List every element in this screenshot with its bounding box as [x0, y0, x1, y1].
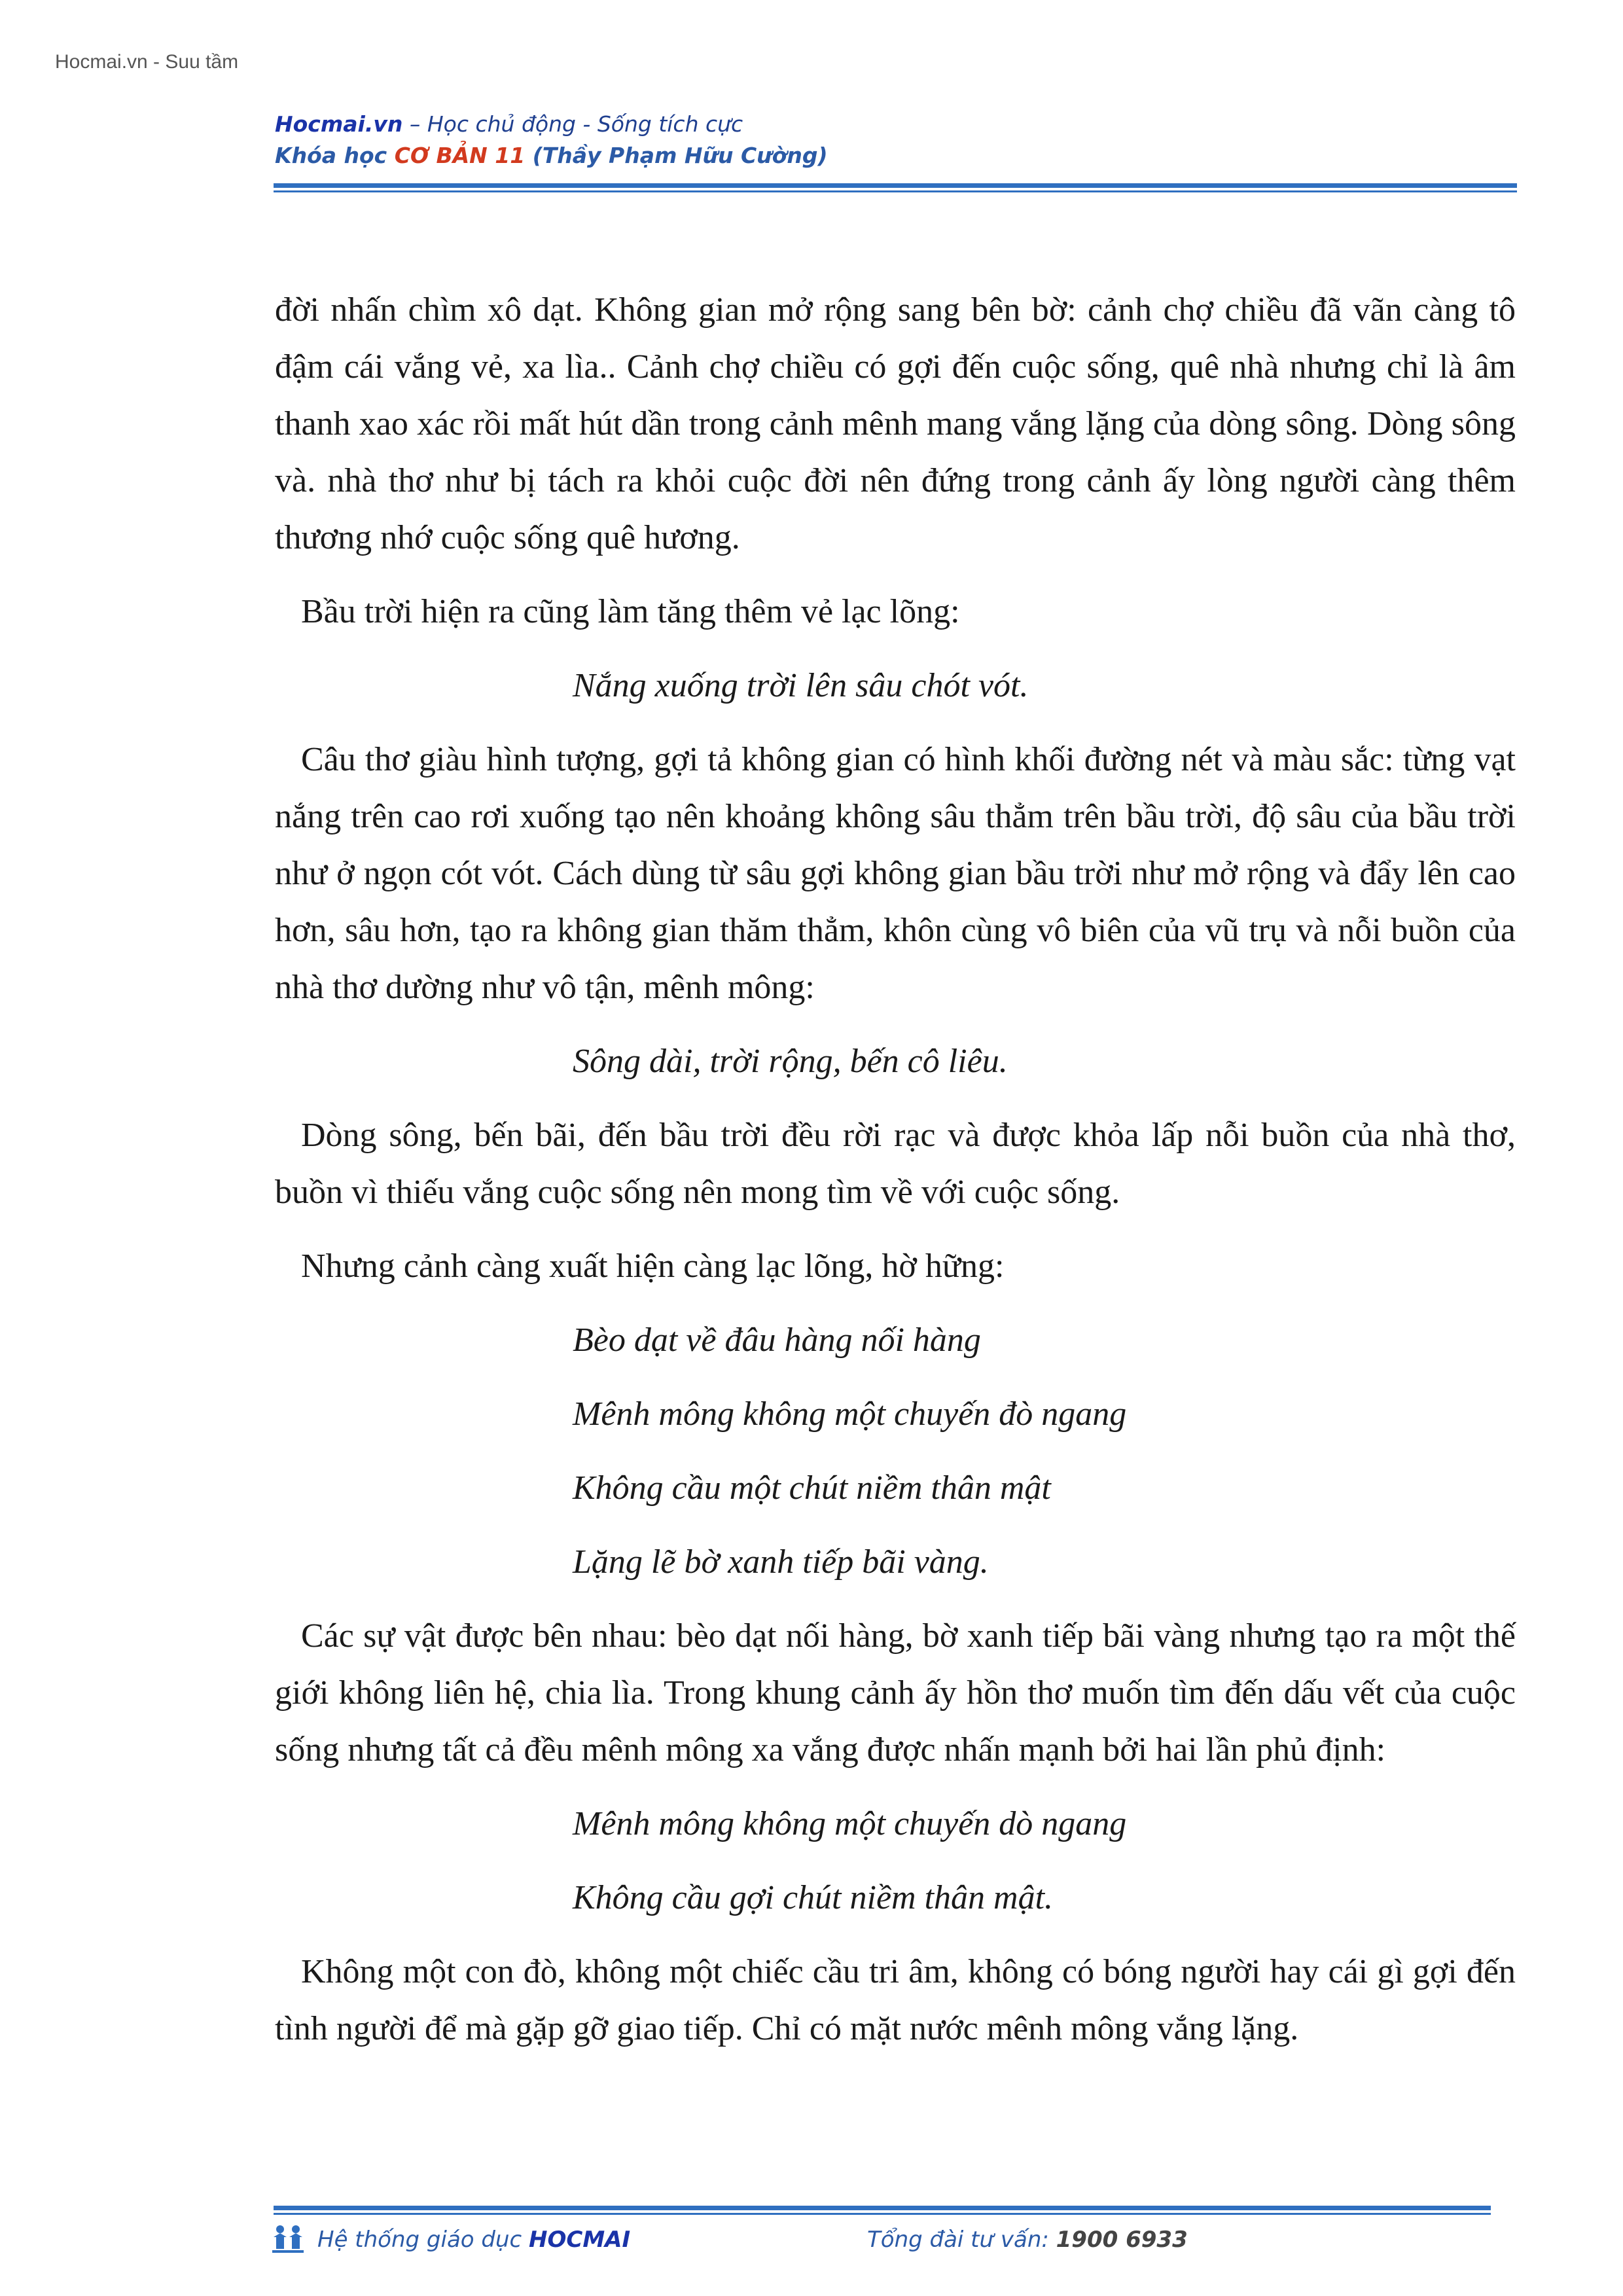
verse-line: Bèo dạt về đâu hàng nối hàng	[573, 1321, 981, 1359]
paragraph: Các sự vật được bên nhau: bèo dạt nối hàng, bờ xanh tiếp bãi vàng nhưng tạo ra một thế giới không liên hệ, chia lìa. Trong khung cảnh ấy hồn thơ muốn tìm đến dấu vết của cuộc sống nhưng tất cả đều mênh mông xa vắng được nhấn mạnh bởi hai lần phủ định:	[275, 1617, 1516, 1768]
footer-system-label	[317, 2227, 630, 2253]
paragraph: đời nhấn chìm xô dạt. Không gian mở rộng sang bên bờ: cảnh chợ chiều đã vãn càng tô đậm cái vắng vẻ, xa lìa.. Cảnh chợ chiều có gợi đến cuộc sống, quê nhà nhưng chỉ là âm thanh xao xác rồi mất hút dần trong cảnh mênh mang vắng lặng của dòng sông. Dòng sông và. nhà thơ như bị tách ra khỏi cuộc đời nên đứng trong cảnh ấy lòng người càng thêm thương nhớ cuộc sống quê hương.	[275, 291, 1516, 556]
hocmai-logo-icon	[271, 2223, 305, 2254]
verse-line: Mênh mông không một chuyến dò ngang	[573, 1805, 1127, 1842]
header-divider	[274, 183, 1517, 192]
paragraph: Bầu trời hiện ra cũng làm tăng thêm vẻ lạc lõng:	[301, 593, 960, 630]
verse-line: Mênh mông không một chuyến đò ngang	[573, 1395, 1127, 1433]
header-course-line	[275, 143, 828, 168]
footer-brand: HOCMAI	[529, 2227, 631, 2253]
verse-line: Không cầu một chút niềm thân mật	[573, 1469, 1051, 1507]
header-course-name: CƠ BẢN 11	[394, 143, 526, 168]
document-body	[275, 281, 1516, 2074]
stanza	[275, 1312, 1516, 1590]
paragraph: Không một con đò, không một chiếc cầu tri âm, không có bóng người hay cái gì gợi đến tình người để mà gặp gỡ giao tiếp. Chỉ có mặt nước mênh mông vắng lặng.	[275, 1953, 1516, 2047]
verse-line: Lặng lẽ bờ xanh tiếp bãi vàng.	[573, 1543, 989, 1581]
header-brand: Hocmai.vn	[275, 111, 403, 137]
verse-line: Sông dài, trời rộng, bến cô liêu.	[573, 1043, 1008, 1080]
verse-line: Nắng xuống trời lên sâu chót vót.	[573, 667, 1029, 704]
footer-system-prefix: Hệ thống giáo dục	[317, 2227, 529, 2253]
paragraph: Dòng sông, bến bãi, đến bầu trời đều rời rạc và được khỏa lấp nỗi buồn của nhà thơ, buồn vì thiếu vắng cuộc sống nên mong tìm về với cuộc sống.	[275, 1117, 1516, 1211]
footer-divider	[274, 2206, 1491, 2215]
header-tagline: – Học chủ động - Sống tích cực	[402, 111, 743, 137]
paragraph: Nhưng cảnh càng xuất hiện càng lạc lõng, hờ hững:	[301, 1247, 1005, 1285]
footer-phone: 1900 6933	[1056, 2227, 1188, 2253]
header-brand-line	[275, 111, 743, 137]
header-teacher: (Thầy Phạm Hữu Cường)	[525, 143, 828, 168]
stanza	[275, 1795, 1516, 1926]
paragraph: Câu thơ giàu hình tượng, gợi tả không gian có hình khối đường nét và màu sắc: từng vạt nắng trên cao rơi xuống tạo nên khoảng không sâu thẳm trên bầu trời, độ sâu của bầu trời như ở ngọn cót vót. Cách dùng từ sâu gợi không gian bầu trời như mở rộng và đẩy lên cao hơn, sâu hơn, tạo ra không gian thăm thẳm, khôn cùng vô biên của vũ trụ và nỗi buồn của nhà thơ dường như vô tận, mênh mông:	[275, 741, 1516, 1006]
footer-hotline	[867, 2227, 1188, 2253]
watermark-text: Hocmai.vn - Suu tầm	[55, 51, 239, 73]
footer-hotline-label: Tổng đài tư vấn:	[867, 2227, 1056, 2253]
verse-line: Không cầu gợi chút niềm thân mật.	[573, 1879, 1054, 1916]
header-course-prefix: Khóa học	[275, 143, 395, 168]
